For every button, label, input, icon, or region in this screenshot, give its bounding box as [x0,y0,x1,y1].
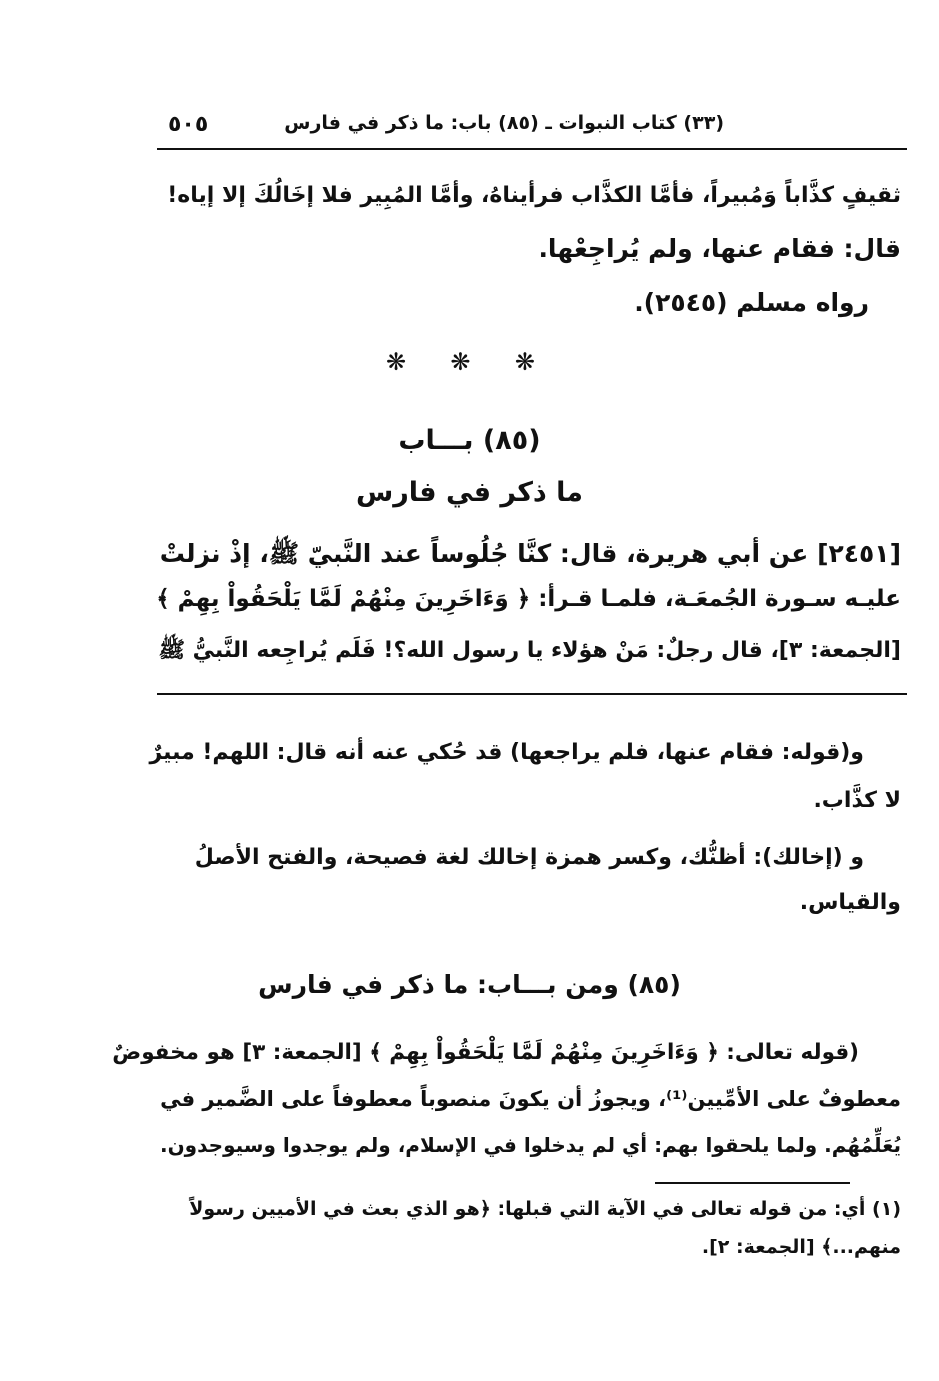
hadith-line: عليـه سـورة الجُمعَـة، فلمـا قـرأ: ﴿ وَءَاخَرِينَ مِنْهُمْ لَمَّا يَلْحَقُواْ بِهِمْ ﴾ [156,586,901,612]
commentary-heading: (٨٥) ومن بـــاب: ما ذكر في فارس [258,970,681,999]
commentary-line: و (إخالك): أظنُّك، وكسر همزة إخالك لغة فصيحة، والفتح الأصلُ [194,845,864,870]
commentary-line: و(قوله: فقام عنها، فلم يراجعها) قد حُكي عنه أنه قال: اللهم! مبيرٌ [149,740,864,765]
footnote-line: (١) أي: من قوله تعالى في الآية التي قبلها: ﴿هو الذي بعث في الأميين رسولاً [189,1198,901,1220]
chapter-number: (٨٥) بـــاب [398,425,541,456]
body-line: رواه مسلم (٢٥٤٥). [634,288,869,317]
section-separator: ❋ ❋ ❋ [385,348,554,376]
commentary-rule [157,693,907,695]
running-title: (٣٣) كتاب النبوات ـ (٨٥) باب: ما ذكر في فارس [284,112,724,134]
commentary-line: (قوله تعالى: ﴿ وَءَاخَرِينَ مِنْهُمْ لَمَّا يَلْحَقُواْ بِهِمْ ﴾ [الجمعة: ٣] هو مخفوضٌ [112,1040,859,1065]
commentary-line: لا كذَّاب. [813,788,901,813]
header-rule [157,148,907,150]
hadith-line: [الجمعة: ٣]، قال رجلٌ: مَنْ هؤلاء يا رسول الله؟! فَلَم يُراجِعه النَّبيُّ ﷺ [158,638,901,663]
footnote-rule [655,1182,850,1184]
commentary-line: والقياس. [799,890,901,915]
commentary-line: معطوفٌ على الأمِّيين⁽¹⁾، ويجوزُ أن يكونَ منصوباً معطوفاً على الضَّمير في [160,1087,901,1111]
hadith-line: [٢٤٥١] عن أبي هريرة، قال: كنَّا جُلُوساً عند النَّبيّ ﷺ، إذْ نزلتْ [159,539,901,568]
page-number: ٥٠٥ [168,112,209,137]
chapter-title: ما ذكر في فارس [355,477,584,508]
body-line: ثقيفٍ كذَّاباً وَمُبيراً، فأمَّا الكذَّاب فرأيناهُ، وأمَّا المُبِير فلا إخَالُكَ إلا إياه! [167,183,901,208]
body-line: قال: فقام عنها، ولم يُراجِعْها. [538,234,901,263]
commentary-line: يُعَلِّمُهُم. ولما يلحقوا بهم: أي لم يدخلوا في الإسلام، ولم يوجدوا وسيوجدون. [160,1133,901,1157]
footnote-line: منهم...﴾ [الجمعة: ٢]. [701,1236,901,1258]
